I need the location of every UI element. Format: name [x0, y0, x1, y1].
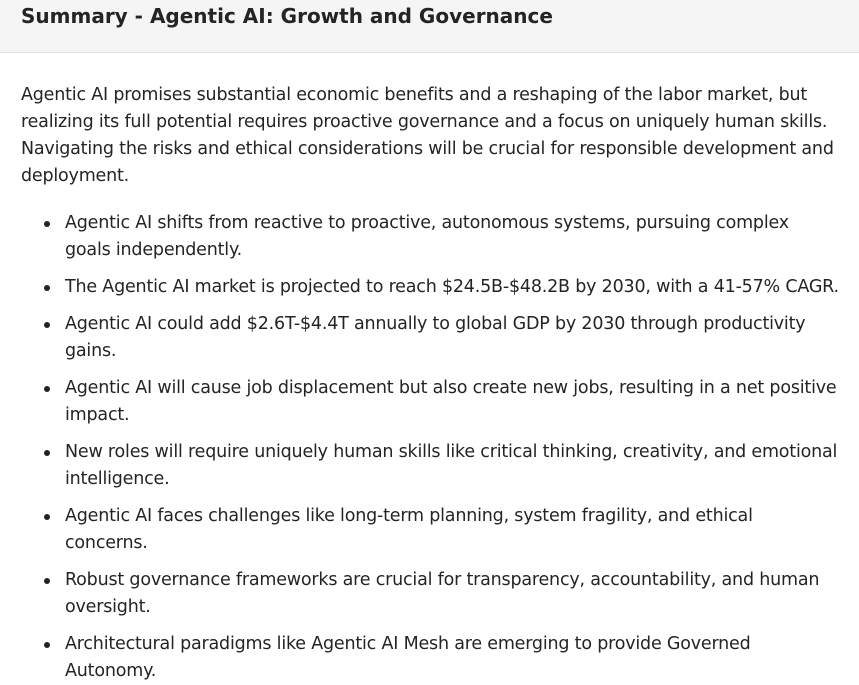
list-item: Agentic AI will cause job displacement but also create new jobs, resulting in a net positive impact. [21, 375, 839, 429]
summary-points-list [21, 210, 839, 685]
list-item: Agentic AI could add $2.6T-$4.4T annually to global GDP by 2030 through productivity gains. [21, 311, 839, 365]
list-item: Agentic AI faces challenges like long-term planning, system fragility, and ethical concerns. [21, 503, 839, 557]
list-item: Robust governance frameworks are crucial for transparency, accountability, and human oversight. [21, 567, 839, 621]
summary-content [0, 53, 859, 685]
page-title: Summary - Agentic AI: Growth and Governance [21, 4, 553, 28]
summary-intro: Agentic AI promises substantial economic benefits and a reshaping of the labor market, but realizing its full potential requires proactive governance and a focus on uniquely human skills. Navigating the risks and ethical considerations will be crucial for responsible development and deployment. [21, 85, 834, 186]
list-item: Architectural paradigms like Agentic AI Mesh are emerging to provide Governed Autonomy. [21, 631, 839, 685]
list-item: The Agentic AI market is projected to reach $24.5B-$48.2B by 2030, with a 41-57% CAGR. [21, 274, 839, 301]
list-item: Agentic AI shifts from reactive to proactive, autonomous systems, pursuing complex goals independently. [21, 210, 839, 264]
summary-header [0, 0, 859, 53]
list-item: New roles will require uniquely human skills like critical thinking, creativity, and emotional intelligence. [21, 439, 839, 493]
